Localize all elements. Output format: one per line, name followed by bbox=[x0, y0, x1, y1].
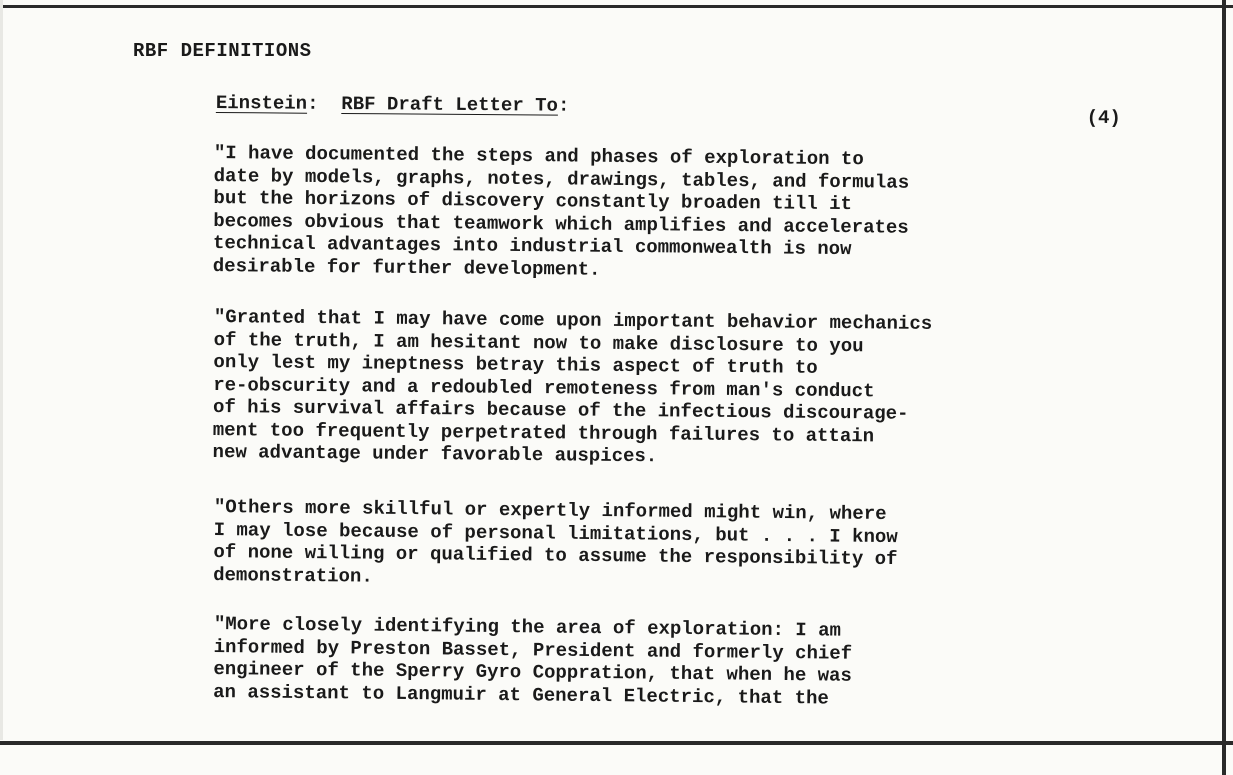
paragraph-line: becomes obvious that teamwork which amplifies and accelerates bbox=[213, 209, 909, 239]
paragraph-line: of none willing or qualified to assume the responsibility of bbox=[213, 540, 898, 571]
document-header: RBF DEFINITIONS bbox=[133, 40, 312, 62]
paragraph-line: desirable for further development. bbox=[212, 254, 601, 281]
letter-title: RBF Draft Letter To bbox=[341, 92, 559, 117]
paragraph-line: an assistant to Langmuir at General Electric, that the bbox=[213, 680, 829, 709]
paragraph-1 bbox=[213, 142, 1124, 286]
paragraph-line: date by models, graphs, notes, drawings, tables, and formulas bbox=[213, 164, 910, 194]
letter-subhead bbox=[215, 92, 1121, 130]
paragraph-line: re-obscurity and a redoubled remoteness from man's conduct bbox=[213, 373, 875, 402]
card-border-right bbox=[1222, 0, 1226, 775]
card-border-left bbox=[0, 0, 3, 740]
paragraph-line: "More closely identifying the area of exploration: I am bbox=[213, 613, 842, 642]
paragraph-line: "I have documented the steps and phases of exploration to bbox=[213, 142, 864, 171]
paragraph-line: "Granted that I may have come upon important behavior mechanics bbox=[213, 306, 933, 335]
author-name: Einstein bbox=[215, 92, 308, 115]
letter-title-suffix: : bbox=[557, 94, 570, 117]
paragraph-line: demonstration. bbox=[213, 563, 373, 588]
paragraph-line: technical advantages into industrial commonwealth is now bbox=[212, 231, 852, 261]
page-number: (4) bbox=[1086, 106, 1121, 130]
paragraph-3 bbox=[213, 496, 1124, 596]
paragraph-4 bbox=[213, 613, 1124, 713]
paragraph-line: informed by Preston Basset, President and formerly chief bbox=[213, 635, 853, 665]
card-border-top bbox=[0, 5, 1233, 8]
paragraph-line: ment too frequently perpetrated through failures to attain bbox=[212, 418, 875, 447]
paragraph-line: but the horizons of discovery constantly broaden till it bbox=[213, 186, 853, 216]
paragraph-line: new advantage under favorable auspices. bbox=[212, 440, 658, 468]
paragraph-line: I may lose because of personal limitations, but . . . I know bbox=[213, 518, 898, 548]
paragraph-line: "Others more skillful or expertly informed might win, where bbox=[213, 496, 887, 526]
author-separator: : bbox=[307, 92, 319, 115]
paragraph-2 bbox=[212, 306, 1123, 472]
paragraph-line: of the truth, I am hesitant now to make disclosure to you bbox=[213, 328, 864, 357]
paragraph-line: only lest my ineptness betray this aspect of truth to bbox=[213, 350, 818, 379]
card-border-bottom bbox=[0, 741, 1233, 745]
paragraph-line: engineer of the Sperry Gyro Coppration, that when he was bbox=[213, 657, 853, 687]
paragraph-line: of his survival affairs because of the infectious discourage- bbox=[212, 395, 909, 425]
